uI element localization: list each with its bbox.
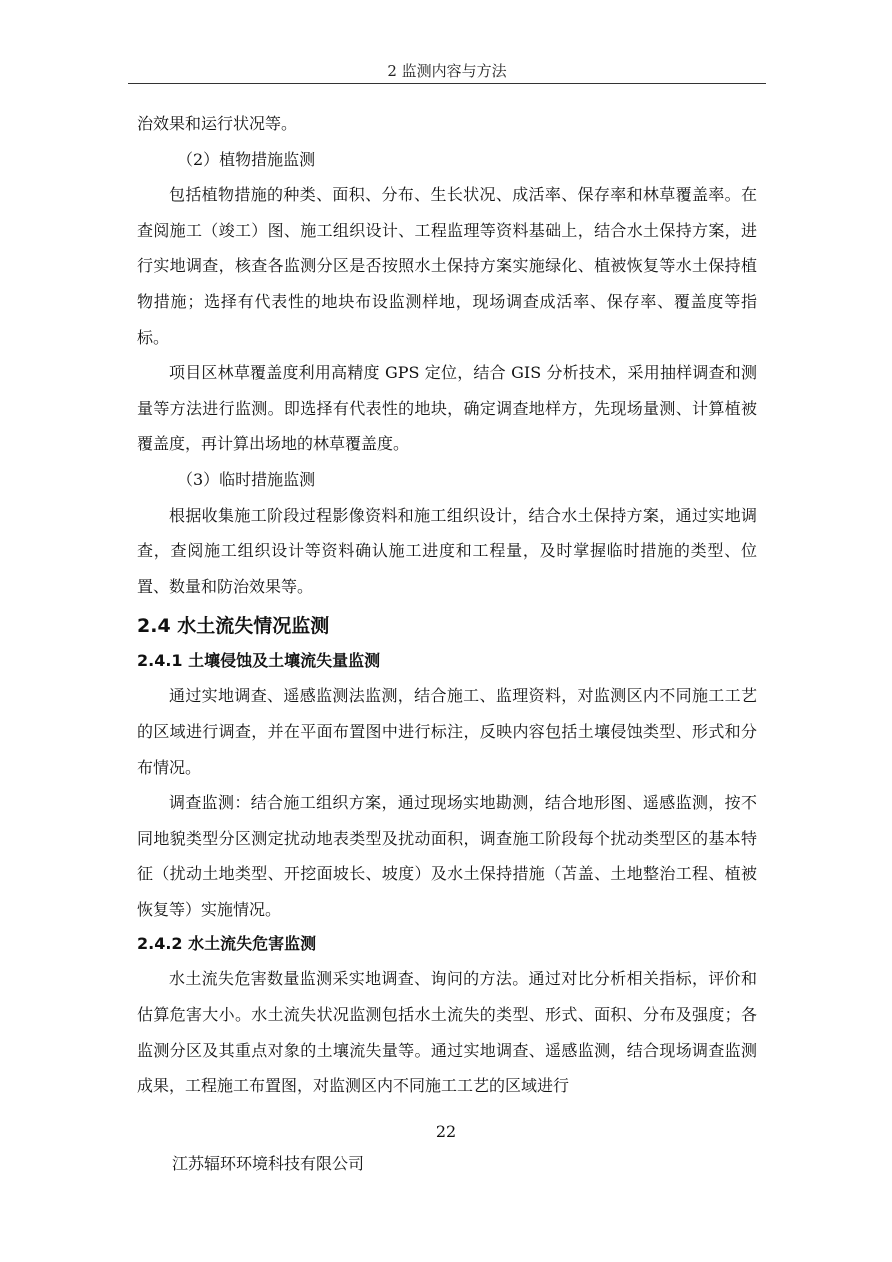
paragraph-vegetation-coverage: 项目区林草覆盖度利用高精度 GPS 定位，结合 GIS 分析技术，采用抽样调查和测量等方法进行监测。即选择有代表性的地块，确定调查地样方，先现场量测、计算植被覆盖度，再计算出场地的林草覆盖度。 — [137, 363, 757, 454]
header-divider — [128, 83, 766, 84]
body-text — [137, 106, 757, 1104]
running-header: 2 监测内容与方法 — [387, 62, 507, 80]
paragraph-survey-monitoring: 调查监测：结合施工组织方案，通过现场实地勘测，结合地形图、遥感监测，按不同地貌类型分区测定扰动地表类型及扰动面积，调查施工阶段每个扰动类型区的基本特征（扰动土地类型、开挖面坡长、坡度）及水土保持措施（苫盖、土地整治工程、植被恢复等）实施情况。 — [137, 793, 757, 919]
paragraph-temporary-measures: 根据收集施工阶段过程影像资料和施工组织设计，结合水土保持方案，通过实地调查，查阅施工组织设计等资料确认施工进度和工程量，及时掌握临时措施的类型、位置、数量和防治效果等。 — [137, 505, 757, 596]
paragraph-continuation: 治效果和运行状况等。 — [137, 114, 298, 133]
paragraph-plant-measures: 包括植物措施的种类、面积、分布、生长状况、成活率、保存率和林草覆盖率。在查阅施工（竣工）图、施工组织设计、工程监理等资料基础上，结合水土保持方案，进行实地调查，核查各监测分区是否按照水土保持方案实施绿化、植被恢复等水土保持植物措施；选择有代表性的地块布设监测样地，现场调查成活率、保存率、覆盖度等指标。 — [137, 185, 757, 347]
paragraph-hazard-monitoring: 水土流失危害数量监测采实地调查、询问的方法。通过对比分析相关指标，评价和估算危害大小。水土流失状况监测包括水土流失的类型、形式、面积、分布及强度；各监测分区及其重点对象的土壤流失量等。通过实地调查、遥感监测，结合现场调查监测成果，工程施工布置图，对监测区内不同施工工艺的区域进行 — [137, 969, 757, 1096]
section-heading-2-4-1: 2.4.1 土壤侵蚀及土壤流失量监测 — [137, 651, 381, 671]
subheading-plant-measures: （2）植物措施监测 — [177, 149, 316, 169]
paragraph-erosion-survey: 通过实地调查、遥感监测法监测，结合施工、监理资料，对监测区内不同施工工艺的区域进行调查，并在平面布置图中进行标注，反映内容包括土壤侵蚀类型、形式和分布情况。 — [137, 686, 757, 777]
subheading-temporary-measures: （3）临时措施监测 — [177, 469, 316, 489]
company-name: 江苏辐环环境科技有限公司 — [172, 1154, 365, 1173]
section-heading-2-4-2: 2.4.2 水土流失危害监测 — [137, 934, 317, 954]
page-number: 22 — [435, 1122, 457, 1141]
section-heading-2-4: 2.4 水土流失情况监测 — [137, 615, 330, 638]
